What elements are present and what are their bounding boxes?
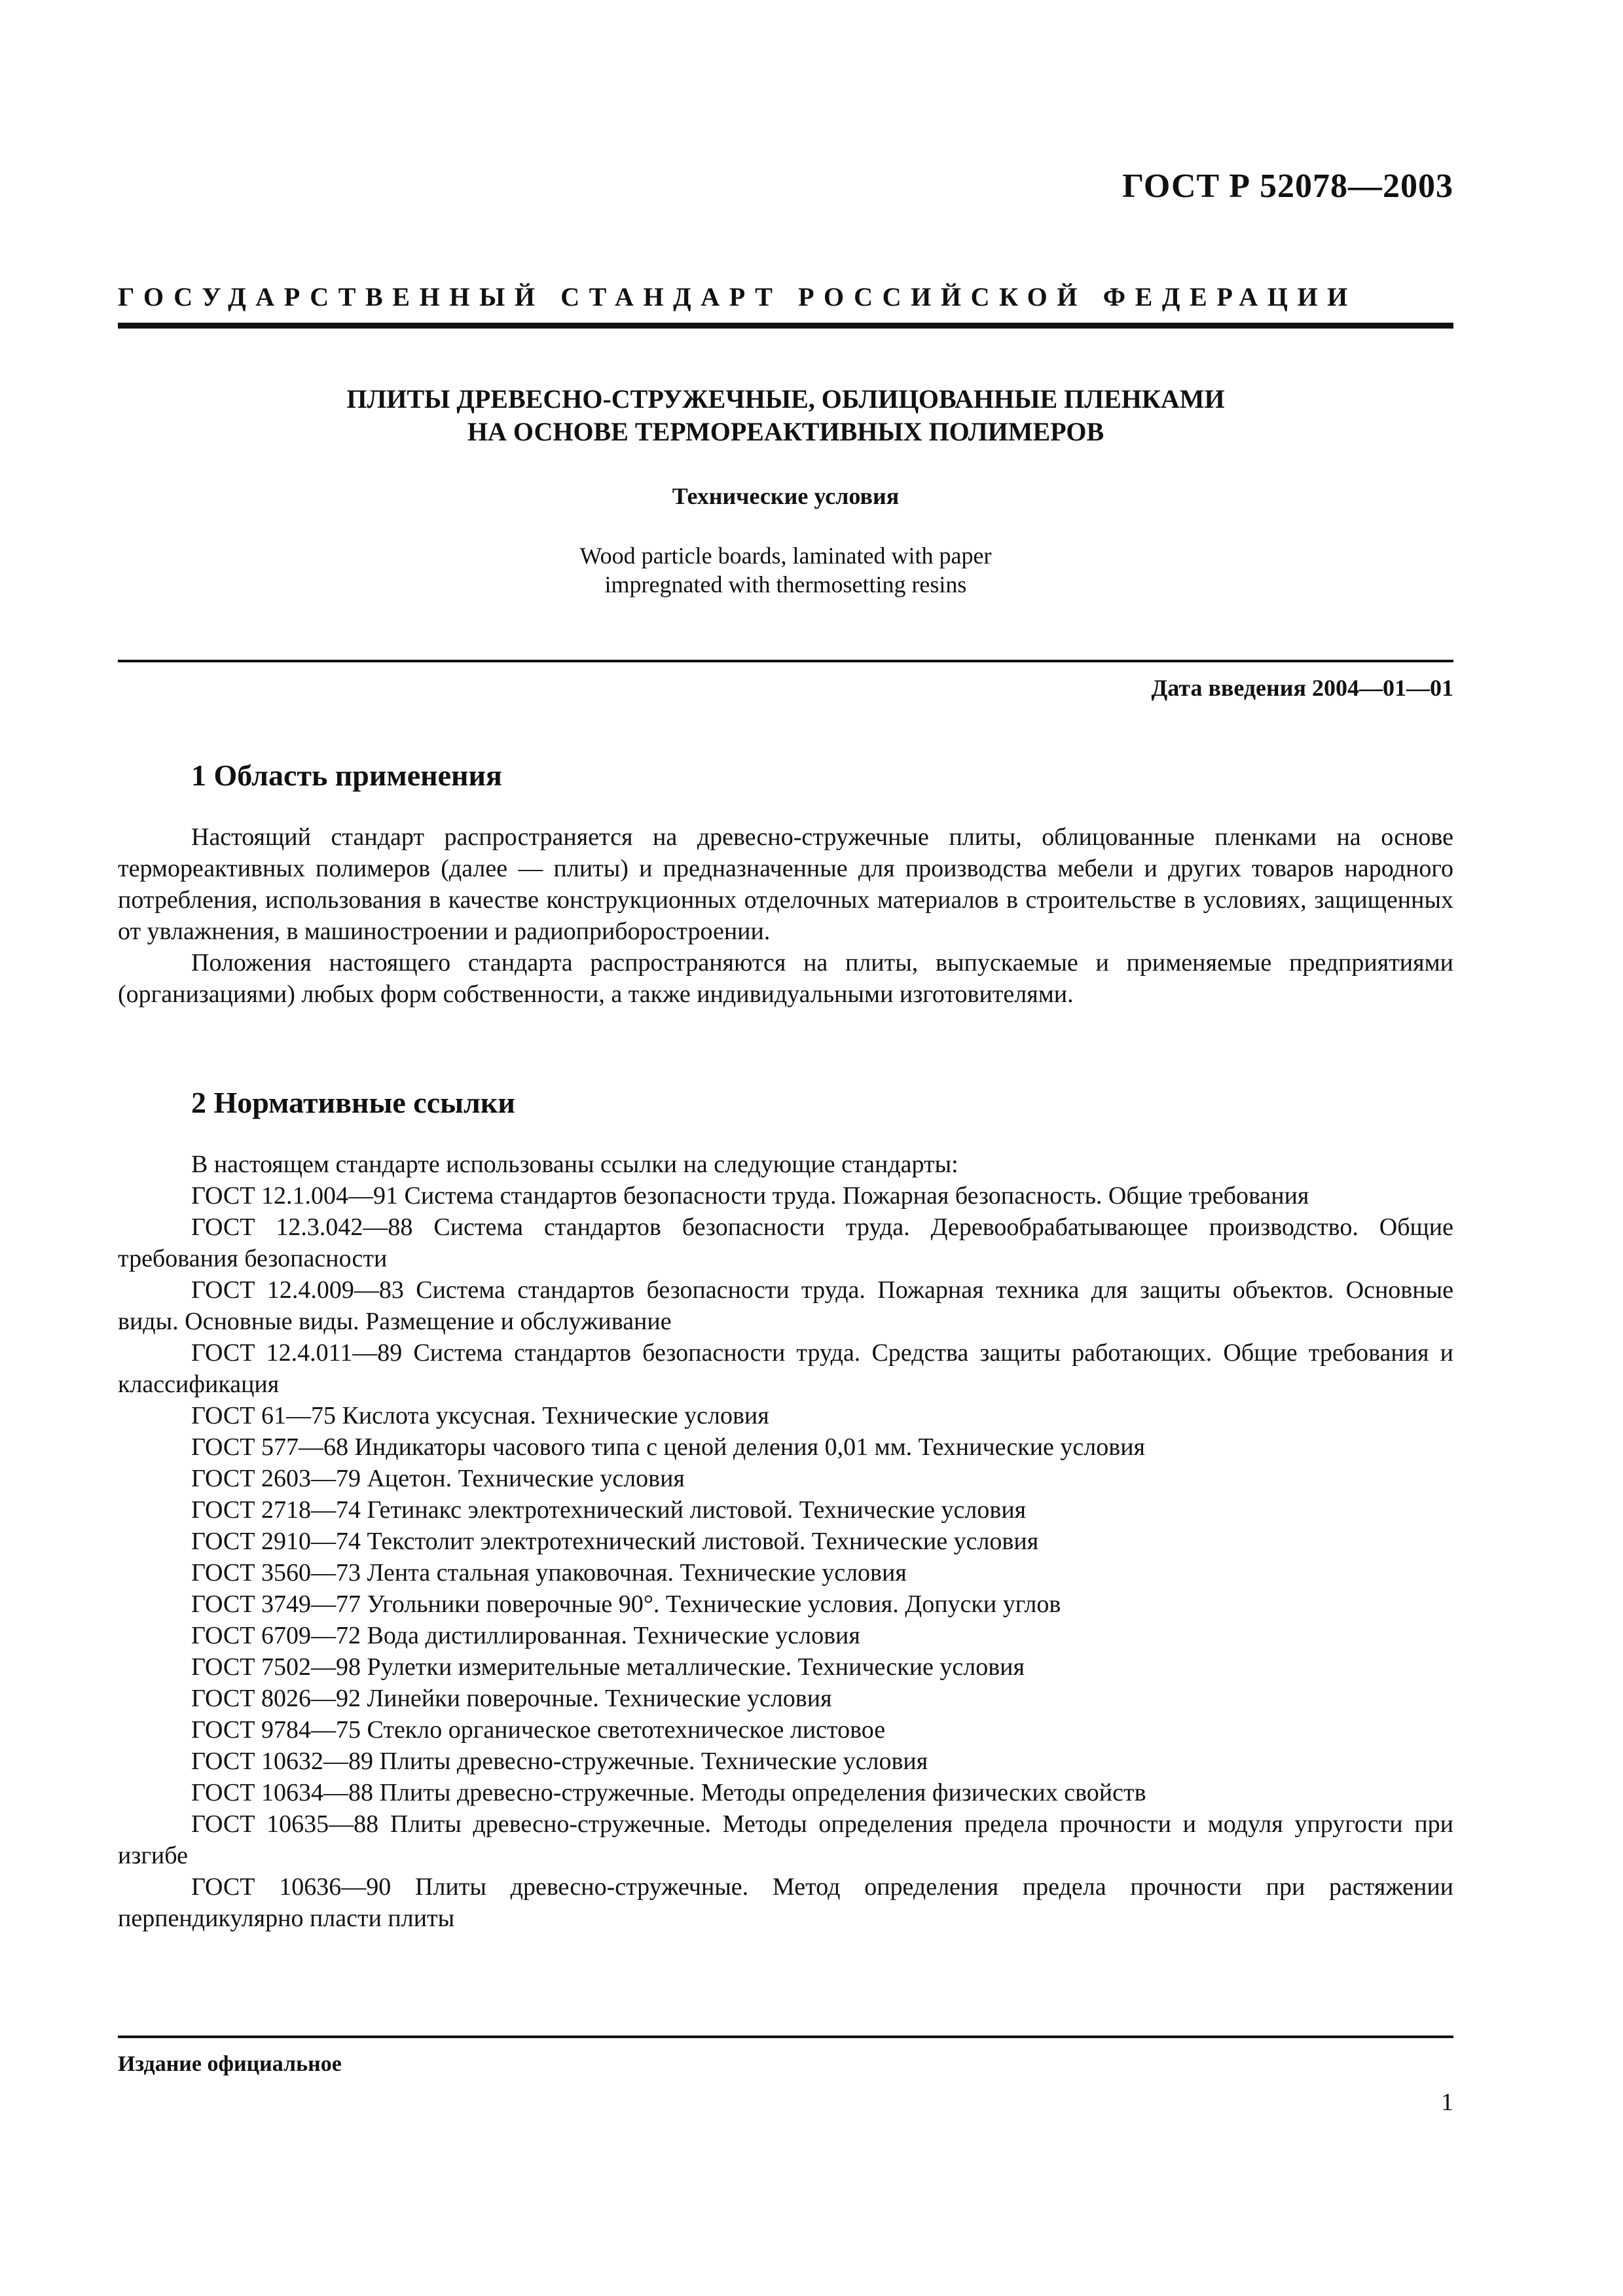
reference-item: ГОСТ 7502—98 Рулетки измерительные металлические. Технические условия <box>191 1653 1025 1681</box>
reference-item: ГОСТ 2603—79 Ацетон. Технические условия <box>191 1465 685 1492</box>
reference-item: ГОСТ 10634—88 Плиты древесно-стружечные. Методы определения физических свойств <box>191 1779 1146 1806</box>
references-intro: В настоящем стандарте использованы ссылки на следующие стандарты: <box>191 1151 958 1178</box>
reference-item: ГОСТ 577—68 Индикаторы часового типа с ценой деления 0,01 мм. Технические условия <box>191 1433 1146 1461</box>
reference-item: ГОСТ 61—75 Кислота уксусная. Технические условия <box>191 1402 769 1429</box>
reference-item: ГОСТ 10632—89 Плиты древесно-стружечные. Технические условия <box>191 1748 928 1775</box>
header-divider <box>118 323 1453 329</box>
page-number: 1 <box>1441 2089 1453 2116</box>
reference-item: ГОСТ 12.3.042—88 Система стандартов безопасности труда. Деревообрабатывающее производство. Общие требования безопасности <box>118 1213 1453 1272</box>
main-title-line-1: ПЛИТЫ ДРЕВЕСНО-СТРУЖЕЧНЫЕ, ОБЛИЦОВАННЫЕ ПЛЕНКАМИ <box>346 384 1225 414</box>
english-title <box>118 541 1453 599</box>
reference-item: ГОСТ 2718—74 Гетинакс электротехнический листовой. Технические условия <box>191 1496 1027 1524</box>
english-title-line-2: impregnated with thermosetting resins <box>604 571 967 598</box>
reference-item: ГОСТ 10636—90 Плиты древесно-стружечные. Метод определения предела прочности при растяжении перпендикулярно пласти плиты <box>118 1873 1453 1932</box>
reference-item: ГОСТ 6709—72 Вода дистиллированная. Технические условия <box>191 1622 860 1649</box>
official-edition-label: Издание официальное <box>118 2052 342 2076</box>
main-title-line-2: НА ОСНОВЕ ТЕРМОРЕАКТИВНЫХ ПОЛИМЕРОВ <box>467 417 1104 446</box>
section-heading-scope: 1 Область применения <box>191 759 502 792</box>
reference-item: ГОСТ 8026—92 Линейки поверочные. Технические условия <box>191 1685 832 1712</box>
reference-item: ГОСТ 3749—77 Угольники поверочные 90°. Технические условия. Допуски углов <box>191 1590 1061 1618</box>
scope-paragraph: Настоящий стандарт распространяется на древесно-стружечные плиты, облицованные пленками на основе термореактивных полимеров (далее — плиты) и предназначенные для производства мебели и других товаров народного потребления, использования в качестве конструкционных отделочных материалов в строительстве в условиях, защищенных от увлажнения, в машиностроении и радиоприборостроении. <box>118 823 1453 945</box>
reference-item: ГОСТ 3560—73 Лента стальная упаковочная. Технические условия <box>191 1559 907 1587</box>
reference-item: ГОСТ 12.4.009—83 Система стандартов безопасности труда. Пожарная техника для защиты объектов. Основные виды. Основные виды. Размещение и обслуживание <box>118 1276 1453 1335</box>
reference-item: ГОСТ 2910—74 Текстолит электротехнический листовой. Технические условия <box>191 1528 1039 1555</box>
title-block <box>118 383 1453 599</box>
document-subtitle: Технические условия <box>672 483 900 509</box>
reference-item: ГОСТ 9784—75 Стекло органическое светотехническое листовое <box>191 1716 886 1744</box>
scope-body <box>118 821 1453 1010</box>
reference-item: ГОСТ 12.1.004—91 Система стандартов безопасности труда. Пожарная безопасность. Общие требования <box>191 1182 1309 1210</box>
section-heading-references: 2 Нормативные ссылки <box>191 1086 515 1119</box>
english-title-line-1: Wood particle boards, laminated with paper <box>579 543 992 569</box>
references-list <box>118 1149 1453 1934</box>
title-divider <box>118 660 1453 662</box>
scope-paragraph: Положения настоящего стандарта распространяются на плиты, выпускаемые и применяемые предприятиями (организациями) любых форм собственности, а также индивидуальными изготовителями. <box>118 949 1453 1008</box>
footer-divider <box>118 2036 1453 2038</box>
reference-item: ГОСТ 12.4.011—89 Система стандартов безопасности труда. Средства защиты работающих. Общие требования и классификация <box>118 1339 1453 1398</box>
introduction-date: Дата введения 2004—01—01 <box>1151 675 1453 701</box>
document-number: ГОСТ Р 52078—2003 <box>1122 168 1453 205</box>
state-standard-banner: ГОСУДАРСТВЕННЫЙ СТАНДАРТ РОССИЙСКОЙ ФЕДЕРАЦИИ <box>118 282 1357 312</box>
document-page <box>118 0 1453 2296</box>
reference-item: ГОСТ 10635—88 Плиты древесно-стружечные. Методы определения предела прочности и модуля упругости при изгибе <box>118 1810 1453 1869</box>
